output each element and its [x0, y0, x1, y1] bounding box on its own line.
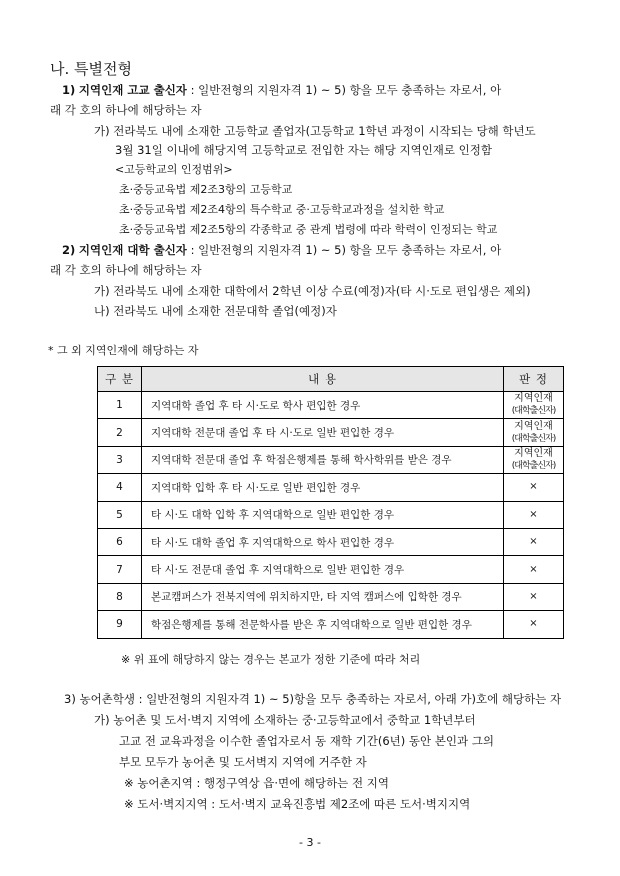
- header-num: 구 분: [98, 367, 142, 392]
- item2-sub-b: 나) 전라북도 내에 소재한 전문대학 졸업(예정)자: [94, 304, 337, 318]
- row-num: 3: [98, 446, 142, 473]
- row-num: 8: [98, 583, 142, 610]
- judge-sub: (대학출신자): [511, 460, 556, 471]
- table-row: [98, 474, 564, 501]
- table-row: [98, 528, 564, 555]
- item3-sub-a-line2: 고교 전 교육과정을 이수한 졸업자로서 동 재학 기간(6년) 동안 본인과 그의: [119, 734, 495, 748]
- item3-sub-a-line1: 가) 농어촌 및 도서·벽지 지역에 소재하는 중·고등학교에서 중학교 1학년부터: [94, 713, 476, 727]
- item3-note2: ※ 도서·벽지지역 : 도서·벽지 교육진흥법 제2조에 따른 도서·벽지지역: [124, 797, 471, 811]
- item3-sub-a-line3: 부모 모두가 농어촌 및 도서벽지 지역에 거주한 자: [119, 755, 367, 769]
- row-num: 9: [98, 611, 142, 638]
- section-heading: 나. 특별전형: [50, 60, 132, 78]
- judge-main: 지역인재: [514, 393, 553, 405]
- item2-title: 지역인재 대학 출신자: [78, 243, 187, 257]
- row-content: 학점은행제를 통해 전문학사를 받은 후 지역대학으로 일반 편입한 경우: [142, 611, 504, 638]
- row-num: 5: [98, 501, 142, 528]
- row-content: 타 시·도 전문대 졸업 후 지역대학으로 일반 편입한 경우: [142, 556, 504, 583]
- table-row: [98, 446, 564, 473]
- item1-text: : 일반전형의 지원자격 1) ~ 5) 항을 모두 충족하는 자로서, 아: [186, 83, 502, 97]
- row-content: 지역대학 입학 후 타 시·도로 일반 편입한 경우: [142, 474, 504, 501]
- table-row: [98, 583, 564, 610]
- scope-item: 초·중등교육법 제2조4항의 특수학교 중·고등학교과정을 설치한 학교: [119, 203, 445, 216]
- table-caption: * 그 외 지역인재에 해당하는 자: [48, 344, 199, 357]
- item1-line1: [62, 82, 501, 98]
- row-num: 1: [98, 392, 142, 419]
- row-judge: ×: [504, 474, 564, 501]
- row-content: 타 시·도 대학 입학 후 지역대학으로 일반 편입한 경우: [142, 501, 504, 528]
- judge-main: 지역인재: [514, 420, 553, 432]
- row-content: 지역대학 졸업 후 타 시·도로 학사 편입한 경우: [142, 392, 504, 419]
- table-note: ※ 위 표에 해당하지 않는 경우는 본교가 정한 기준에 따라 처리: [121, 653, 421, 666]
- row-num: 4: [98, 474, 142, 501]
- item2-number: 2): [62, 243, 76, 257]
- criteria-table: [97, 366, 564, 639]
- row-judge: ×: [504, 583, 564, 610]
- row-judge: ×: [504, 611, 564, 638]
- row-content: 지역대학 전문대 졸업 후 타 시·도로 일반 편입한 경우: [142, 419, 504, 446]
- item1-title: 지역인재 고교 출신자: [78, 83, 187, 97]
- judge-sub: (대학출신자): [511, 406, 556, 417]
- table-row: [98, 611, 564, 638]
- judge-sub: (대학출신자): [511, 433, 556, 444]
- item1-sub-a-line1: 가) 전라북도 내에 소재한 고등학교 졸업자(고등학교 1학년 과정이 시작되는 당해 학년도: [94, 124, 536, 138]
- item1-number: 1): [62, 83, 76, 97]
- row-judge: ×: [504, 501, 564, 528]
- item2-line1: [62, 242, 501, 258]
- item2-line2: 래 각 호의 하나에 해당하는 자: [50, 263, 202, 277]
- scope-item: 초·중등교육법 제2조3항의 고등학교: [119, 183, 293, 196]
- row-judge: ×: [504, 556, 564, 583]
- row-judge: [504, 446, 564, 473]
- row-judge: ×: [504, 528, 564, 555]
- scope-title: <고등학교의 인정범위>: [115, 163, 233, 176]
- item2-text: : 일반전형의 지원자격 1) ~ 5) 항을 모두 충족하는 자로서, 아: [186, 243, 502, 257]
- item2-sub-a: 가) 전라북도 내에 소재한 대학에서 2학년 이상 수료(예정)자(타 시·도로 편입생은 제외): [94, 284, 531, 298]
- table-row: [98, 556, 564, 583]
- judge-main: 지역인재: [514, 447, 553, 459]
- scope-item: 초·중등교육법 제2조5항의 각종학교 중 관계 법령에 따라 학력이 인정되는 학교: [119, 223, 498, 236]
- item3-line: 3) 농어촌학생 : 일반전형의 지원자격 1) ~ 5)항을 모두 충족하는 자로서, 아래 가)호에 해당하는 자: [64, 692, 562, 706]
- table-header-row: [98, 367, 564, 392]
- item1-sub-a-line2: 3월 31일 이내에 해당지역 고등학교로 전입한 자는 해당 지역인재로 인정함: [115, 143, 493, 157]
- table-row: [98, 419, 564, 446]
- header-judge: 판 정: [504, 367, 564, 392]
- row-judge: [504, 419, 564, 446]
- table-row: [98, 392, 564, 419]
- table-row: [98, 501, 564, 528]
- item3-note1: ※ 농어촌지역 : 행정구역상 읍·면에 해당하는 전 지역: [124, 776, 389, 790]
- item1-line2: 래 각 호의 하나에 해당하는 자: [50, 103, 202, 117]
- row-content: 지역대학 전문대 졸업 후 학점은행제를 통해 학사학위를 받은 경우: [142, 446, 504, 473]
- row-content: 본교캠퍼스가 전북지역에 위치하지만, 타 지역 캠퍼스에 입학한 경우: [142, 583, 504, 610]
- row-judge: [504, 392, 564, 419]
- row-num: 6: [98, 528, 142, 555]
- header-content: 내 용: [142, 367, 504, 392]
- row-num: 7: [98, 556, 142, 583]
- page-number: - 3 -: [299, 836, 321, 849]
- row-num: 2: [98, 419, 142, 446]
- row-content: 타 시·도 대학 졸업 후 지역대학으로 학사 편입한 경우: [142, 528, 504, 555]
